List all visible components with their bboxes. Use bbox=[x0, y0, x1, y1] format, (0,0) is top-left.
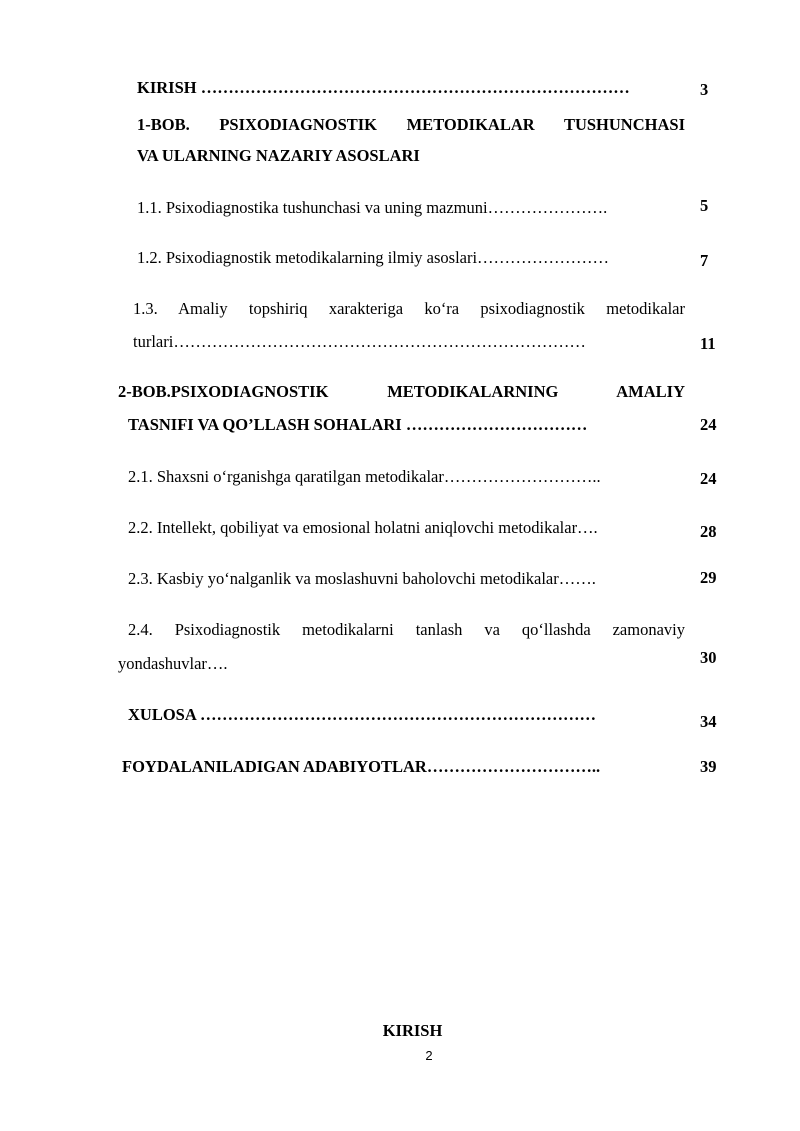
toc-entry-references: FOYDALANILADIGAN ADABIYOTLAR………………………….. bbox=[122, 757, 601, 776]
toc-chapter1-title-line1: 1-BOB. PSIXODIAGNOSTIK METODIKALAR TUSHUNCHASI bbox=[137, 115, 685, 134]
toc-entry-1-3-line1: 1.3. Amaliy topshiriq xarakteriga ko‘ra psixodiagnostik metodikalar bbox=[133, 299, 685, 318]
toc-page-2-4: 30 bbox=[700, 648, 717, 667]
toc-entry-2-3: 2.3. Kasbiy yo‘nalganlik va moslashuvni baholovchi metodikalar……. bbox=[128, 569, 596, 588]
section-heading: KIRISH bbox=[382, 1021, 443, 1040]
toc-page-1-2: 7 bbox=[700, 251, 709, 270]
toc-entry-xulosa: XULOSA ……………………………………………………………… bbox=[128, 705, 596, 724]
toc-page-1-1: 5 bbox=[700, 196, 709, 215]
toc-chapter2-title-line1: 2-BOB.PSIXODIAGNOSTIK METODIKALARNING AMALIY bbox=[118, 382, 685, 401]
toc-entry-2-4-line1: 2.4. Psixodiagnostik metodikalarni tanlash va qo‘llashda zamonaviy bbox=[128, 620, 685, 639]
toc-entry-1-3-line2: turlari………………………………………………………………… bbox=[133, 332, 586, 351]
toc-page-xulosa: 34 bbox=[700, 712, 717, 731]
toc-entry-2-4-line2: yondashuvlar…. bbox=[118, 654, 228, 673]
toc-entry-1-1: 1.1. Psixodiagnostika tushunchasi va uning mazmuni…………………. bbox=[137, 198, 608, 217]
toc-page-2-3: 29 bbox=[700, 568, 717, 587]
toc-chapter1-title-line2: VA ULARNING NAZARIY ASOSLARI bbox=[137, 146, 420, 165]
toc-chapter2-title-line2: TASNIFI VA QO’LLASH SOHALARI …………………………… bbox=[128, 415, 588, 434]
toc-entry-2-1: 2.1. Shaxsni o‘rganishga qaratilgan metodikalar……………………….. bbox=[128, 467, 601, 486]
page-number: 2 bbox=[425, 1048, 433, 1063]
toc-entry-2-2: 2.2. Intellekt, qobiliyat va emosional holatni aniqlovchi metodikalar…. bbox=[128, 518, 598, 537]
toc-entry-kirish: KIRISH …………………………………………………………………… bbox=[137, 78, 630, 97]
toc-page-chapter2: 24 bbox=[700, 415, 717, 434]
toc-page-1-3: 11 bbox=[700, 334, 716, 353]
toc-page-references: 39 bbox=[700, 757, 717, 776]
toc-entry-1-2: 1.2. Psixodiagnostik metodikalarning ilmiy asoslari…………………… bbox=[137, 248, 610, 267]
toc-page-2-2: 28 bbox=[700, 522, 717, 541]
toc-page-2-1: 24 bbox=[700, 469, 717, 488]
toc-page-kirish: 3 bbox=[700, 80, 709, 99]
